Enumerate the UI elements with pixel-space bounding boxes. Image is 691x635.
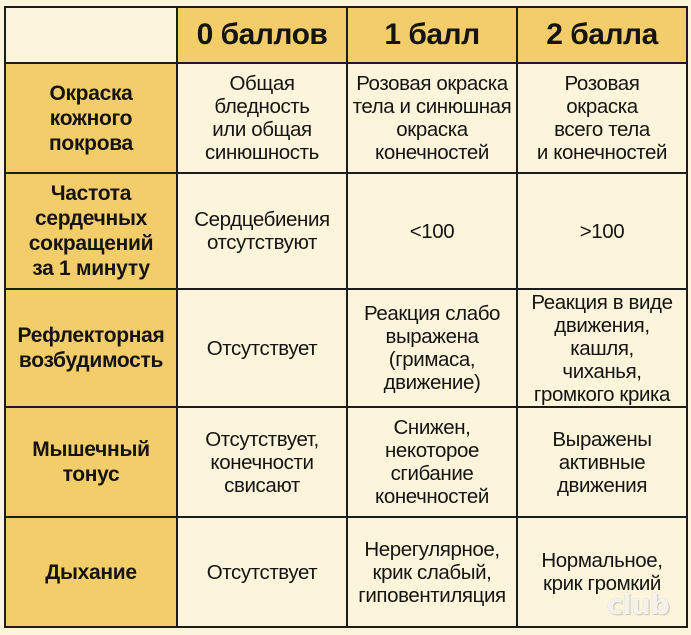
score-1-text: Нерегулярное, крик слабый, гиповентиляция [358,537,506,607]
criterion-label: Дыхание [45,560,137,584]
score-0-text: Отсутствует [206,336,318,360]
score-1-cell [347,407,517,517]
score-2-text: Розовая окраска всего тела и конечностей [536,72,668,164]
score-1-text: Реакция слабо выражена (гримаса, движение) [363,302,501,394]
header-row [5,7,687,63]
score-2-cell [517,173,687,289]
score-2-cell [517,517,687,627]
score-1-text: Розовая окраска тела и синюшная окраска конечностей [352,72,512,164]
score-0-cell [177,289,347,407]
table-row-breathing [5,517,687,627]
criterion-cell [5,407,177,517]
club-watermark: club [606,588,669,621]
header-score-1: 1 балл [347,7,517,63]
header-score-0: 0 баллов [177,7,347,63]
score-2-text: Нормальное, крик громкий [541,549,663,595]
score-2-text: Выражены активные движения [552,427,652,497]
score-2-text: >100 [579,219,625,243]
score-0-text: Общая бледность или общая синюшность [205,72,319,164]
score-0-cell [177,407,347,517]
criterion-cell [5,517,177,627]
score-1-cell [347,173,517,289]
score-0-cell [177,63,347,173]
score-0-text: Сердцебиения отсутствуют [194,208,330,254]
score-1-cell [347,517,517,627]
score-2-cell [517,63,687,173]
criterion-label: Частота сердечных сокращений за 1 минуту [28,182,154,280]
score-2-cell [517,407,687,517]
table-row-skin-color [5,63,687,173]
table-row-reflex [5,289,687,407]
score-1-text: Снижен, некоторое сгибание конечностей [375,416,489,508]
score-2-text: Реакция в виде движения, кашля, чиханья, громкого крика [531,290,673,406]
score-1-cell [347,63,517,173]
score-1-text: <100 [409,219,455,243]
criterion-label: Мышечный тонус [32,438,150,486]
criterion-label: Рефлекторная возбудимость [17,324,165,372]
score-0-cell [177,517,347,627]
criterion-cell [5,63,177,173]
criterion-cell [5,173,177,289]
score-1-cell [347,289,517,407]
score-2-cell [517,289,687,407]
score-0-cell [177,173,347,289]
header-corner-cell [5,7,177,63]
criterion-label: Окраска кожного покрова [49,81,133,155]
score-0-text: Отсутствует, конечности свисают [205,427,319,497]
criterion-cell [5,289,177,407]
header-score-2: 2 балла [517,7,687,63]
apgar-score-table [4,6,688,628]
score-0-text: Отсутствует [206,560,318,584]
table-row-muscle-tone [5,407,687,517]
table-row-heart-rate [5,173,687,289]
